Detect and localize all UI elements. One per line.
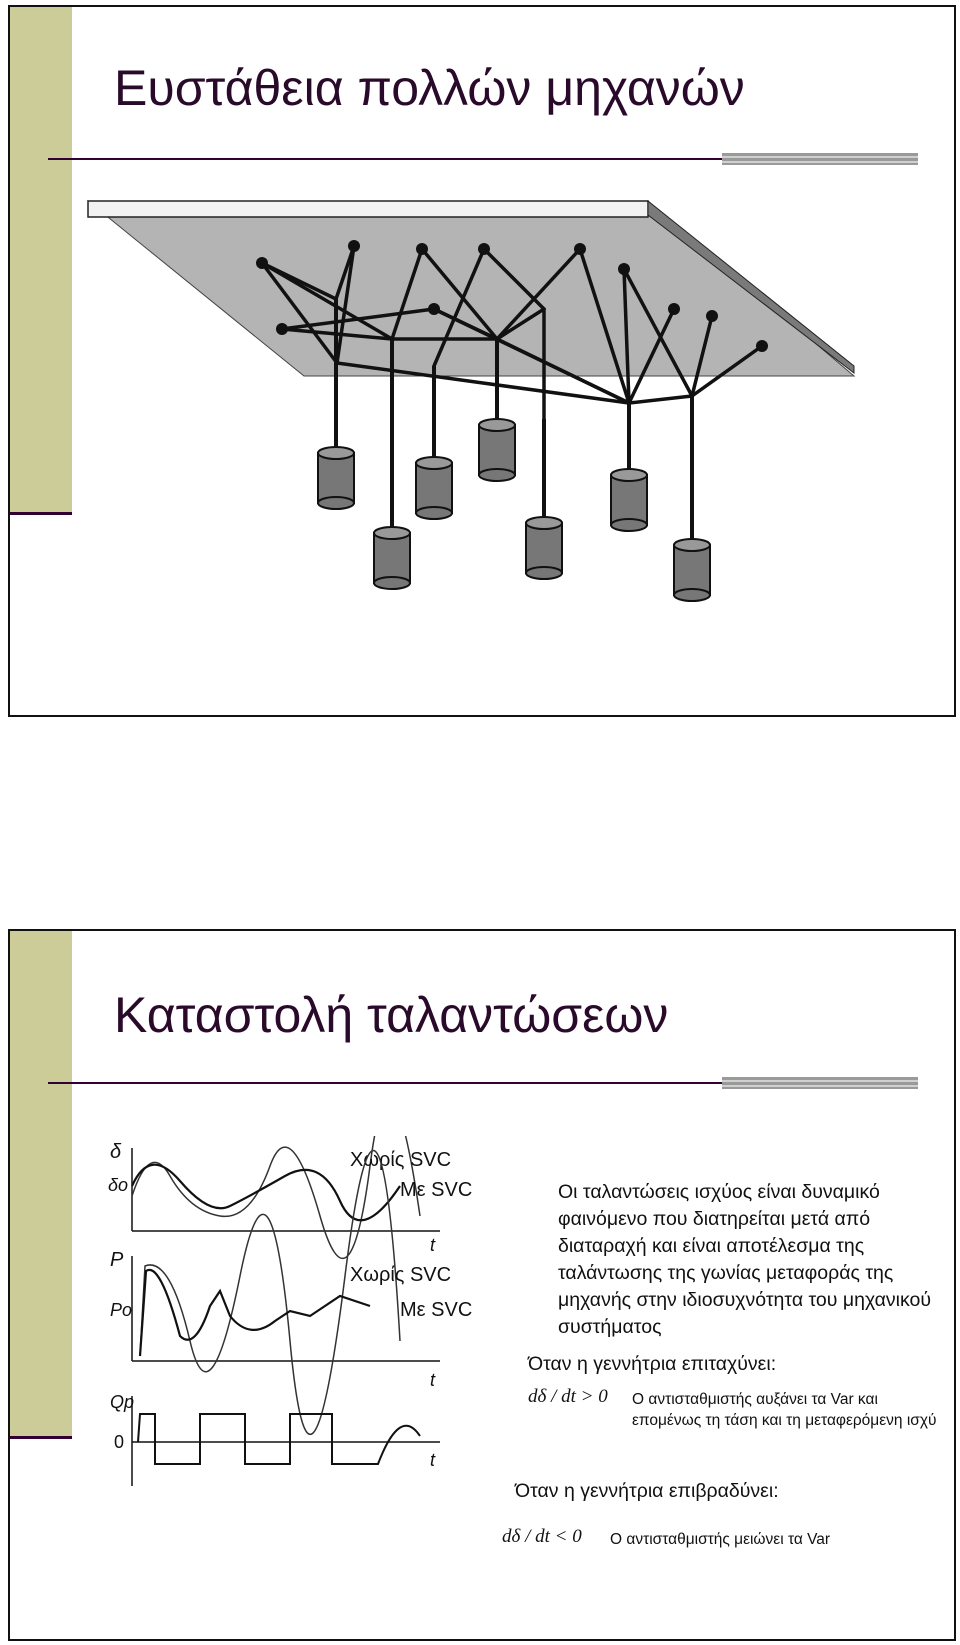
weight-6 — [611, 469, 647, 531]
delta-with-svc-curve — [132, 1165, 400, 1221]
axis-label-zero: 0 — [114, 1432, 125, 1452]
decel-heading: Όταν η γεννήτρια επιβραδύνει: — [515, 1480, 779, 1502]
legend-without-svc-2: Χωρίς SVC — [350, 1264, 452, 1286]
weight-5 — [526, 517, 562, 579]
axis-label-delta0: δo — [108, 1175, 129, 1195]
accel-text: Ο αντισταθμιστής αυξάνει τα Var και επομένως τη τάση και τη μεταφερόμενη ισχύ — [632, 1391, 937, 1429]
accent-bar — [722, 153, 918, 165]
weight-2 — [374, 527, 410, 589]
axis-label-P0: Po — [110, 1300, 133, 1320]
axis-label-P: P — [110, 1249, 124, 1271]
Qp-curve — [138, 1414, 420, 1464]
slide-sidebar — [10, 7, 72, 512]
accent-bar — [722, 1077, 918, 1089]
weights — [318, 419, 710, 601]
axis-label-t-3: t — [430, 1450, 436, 1470]
decel-condition: dδ / dt < 0 — [502, 1526, 582, 1547]
svc-oscillation-figure — [100, 1136, 520, 1496]
sidebar-rule — [10, 1436, 72, 1439]
axis-label-t-1: t — [430, 1235, 436, 1255]
weight-3 — [416, 457, 452, 519]
weight-1 — [318, 447, 354, 509]
plate-front-edge — [88, 201, 648, 217]
slide-sidebar — [10, 931, 72, 1436]
legend-without-svc-1: Χωρίς SVC — [350, 1149, 452, 1171]
P-without-svc-curve — [140, 1151, 400, 1435]
slide-1 — [8, 5, 956, 717]
slide-title: Ευστάθεια πολλών μηχανών — [114, 60, 745, 116]
axis-label-delta: δ — [110, 1141, 122, 1163]
sidebar-rule — [10, 512, 72, 515]
weight-7 — [674, 539, 710, 601]
oscillation-description: Οι ταλαντώσεις ισχύος είναι δυναμικό φαινόμενο που διατηρείται μετά από διαταραχή και είναι αποτέλεσμα της ταλάντωσης της γωνίας μεταφοράς της μηχανής στην ιδιοσυχνότητα του μηχανικού συστήματος — [558, 1181, 932, 1338]
axis-label-t-2: t — [430, 1370, 436, 1390]
accel-condition: dδ / dt > 0 — [528, 1386, 608, 1407]
plate — [88, 201, 854, 376]
accel-heading: Όταν η γεννήτρια επιταχύνει: — [528, 1353, 777, 1375]
weight-4 — [479, 419, 515, 481]
axis-label-Qp: Qp — [110, 1392, 135, 1412]
slide-2 — [8, 929, 956, 1641]
multi-machine-mechanical-analogy — [74, 191, 894, 621]
decel-text: Ο αντισταθμιστής μειώνει τα Var — [610, 1531, 831, 1548]
legend-with-svc-2: Με SVC — [400, 1299, 473, 1321]
legend-with-svc-1: Με SVC — [400, 1179, 473, 1201]
slide-title: Καταστολή ταλαντώσεων — [114, 987, 669, 1043]
